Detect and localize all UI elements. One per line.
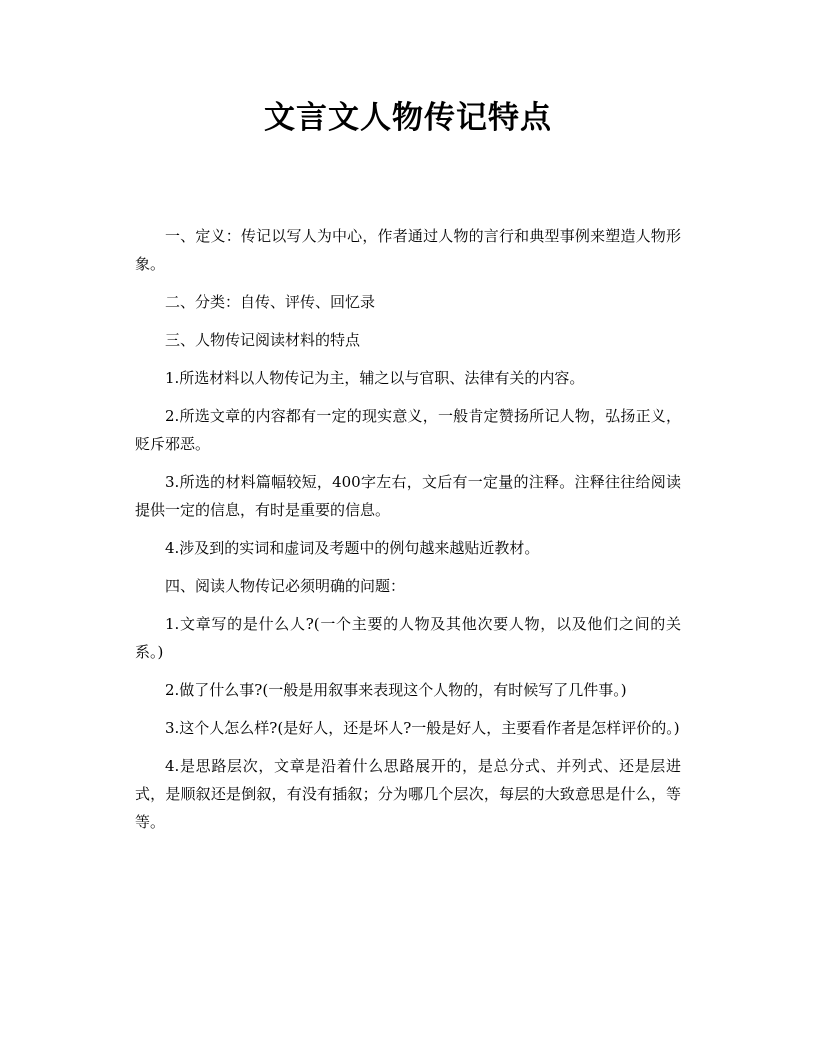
paragraph-question-3: 3.这个人怎么样?(是好人，还是坏人?一般是好人，主要看作者是怎样评价的。) [165, 719, 680, 737]
paragraph-section-three-heading: 三、人物传记阅读材料的特点 [165, 331, 361, 349]
paragraph-definition: 一、定义：传记以写人为中心，作者通过人物的言行和典型事例来塑造人物形象。 [135, 227, 681, 273]
paragraph-question-2: 2.做了什么事?(一般是用叙事来表现这个人物的，有时候写了几件事。) [165, 681, 627, 699]
paragraph-feature-3: 3.所选的材料篇幅较短，400字左右，文后有一定量的注释。注释往往给阅读提供一定的信息，有时是重要的信息。 [135, 473, 681, 519]
paragraph-feature-4: 4.涉及到的实词和虚词及考题中的例句越来越贴近教材。 [165, 539, 540, 557]
paragraph-feature-2: 2.所选文章的内容都有一定的现实意义，一般肯定赞扬所记人物，弘扬正义，贬斥邪恶。 [135, 407, 681, 453]
paragraph-section-four-heading: 四、阅读人物传记必须明确的问题： [165, 577, 406, 595]
document-title: 文言文人物传记特点 [264, 100, 552, 136]
paragraph-question-4: 4.是思路层次，文章是沿着什么思路展开的，是总分式、并列式、还是层进式，是顺叙还是倒叙，有没有插叙；分为哪几个层次，每层的大致意思是什么，等等。 [135, 757, 681, 831]
paragraph-question-1: 1.文章写的是什么人?(一个主要的人物及其他次要人物，以及他们之间的关系。) [135, 615, 681, 661]
paragraph-classification: 二、分类：自传、评传、回忆录 [165, 293, 376, 311]
document-body [135, 222, 681, 846]
paragraph-feature-1: 1.所选材料以人物传记为主，辅之以与官职、法律有关的内容。 [165, 369, 585, 387]
